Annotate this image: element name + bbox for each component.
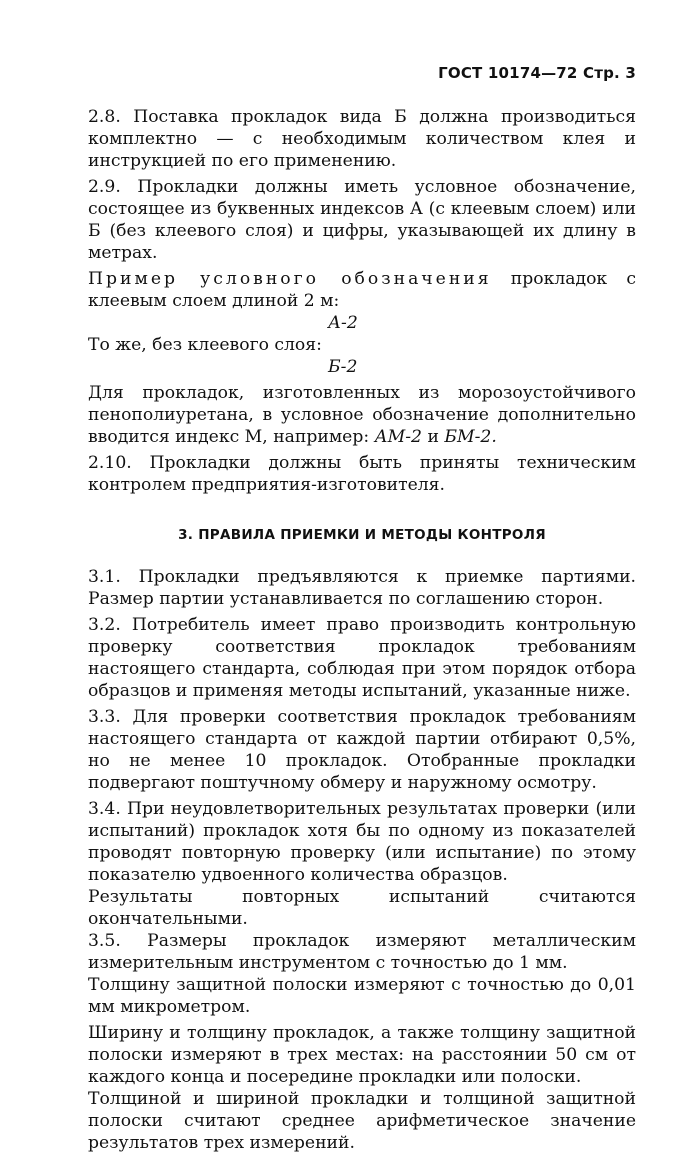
paragraph-3-5-micrometer: Толщину защитной полоски измеряют с точностью до 0,01 мм микрометром. bbox=[88, 975, 636, 1017]
paragraph-3-4-final: Результаты повторных испытаний считаются окончательными. bbox=[88, 887, 636, 929]
frost-note-text: Для прокладок, изготовленных из морозоустойчивого пенополиуретана, в условное обозначение дополнительно вводится индекс М, например: bbox=[88, 383, 636, 447]
paragraph-3-3: 3.3. Для проверки соответствия прокладок требованиям настоящего стандарта от каждой партии отбирают 0,5%, но не менее 10 прокладок. Отобранные прокладки подвергают поштучному обмеру и наружному осмотру. bbox=[88, 707, 636, 793]
paragraph-3-2: 3.2. Потребитель имеет право производить контрольную проверку соответствия прокладок требованиям настоящего стандарта, соблюдая при этом порядок отбора образцов и применяя методы испытаний, указанные ниже. bbox=[88, 615, 636, 701]
paragraph-2-10: 2.10. Прокладки должны быть приняты техническим контролем предприятия-изготовителя. bbox=[88, 453, 636, 495]
example-spaced-label: Пример условного обозначения bbox=[88, 269, 492, 289]
paragraph-3-5-places: Ширину и толщину прокладок, а также толщину защитной полоски измеряют в трех местах: на расстоянии 50 см от каждого конца и посередине прокладки или полоски. bbox=[88, 1023, 636, 1087]
paragraph-3-1: 3.1. Прокладки предъявляются к приемке партиями. Размер партии устанавливается по соглашению сторон. bbox=[88, 567, 636, 609]
paragraph-3-5: 3.5. Размеры прокладок измеряют металлическим измерительным инструментом с точностью до 1 мм. bbox=[88, 931, 636, 973]
designation-a2: А-2 bbox=[328, 313, 358, 333]
page-body bbox=[88, 106, 636, 1154]
designation-example bbox=[88, 268, 636, 312]
same-without-adhesive: То же, без клеевого слоя: bbox=[88, 335, 322, 355]
designation-am2: АМ-2 bbox=[374, 427, 422, 447]
frost-resistant-note bbox=[88, 382, 636, 448]
paragraph-3-4: 3.4. При неудовлетворительных результатах проверки (или испытаний) прокладок хотя бы по одному из показателей проводят повторную проверку (или испытание) по этому показателю удвоенного количества образцов. bbox=[88, 799, 636, 885]
paragraph-3-5-average: Толщиной и шириной прокладки и толщиной защитной полоски считают среднее арифметическое значение результатов трех измерений. bbox=[88, 1089, 636, 1153]
paragraph-2-8: 2.8. Поставка прокладок вида Б должна производиться комплектно — с необходимым количеством клея и инструкцией по его применению. bbox=[88, 107, 636, 171]
frost-note-and: и bbox=[421, 427, 445, 447]
example-rest: прокладок с клеевым слоем длиной 2 м: bbox=[88, 269, 636, 311]
running-header: ГОСТ 10174—72 Стр. 3 bbox=[438, 64, 636, 82]
paragraph-2-9: 2.9. Прокладки должны иметь условное обозначение, состоящее из буквенных индексов А (с клеевым слоем) или Б (без клеевого слоя) и цифры, указывающей их длину в метрах. bbox=[88, 177, 636, 263]
designation-bm2: БМ-2. bbox=[444, 427, 497, 447]
section-3-title: 3. ПРАВИЛА ПРИЕМКИ И МЕТОДЫ КОНТРОЛЯ bbox=[178, 527, 546, 543]
designation-b2: Б-2 bbox=[328, 357, 358, 377]
